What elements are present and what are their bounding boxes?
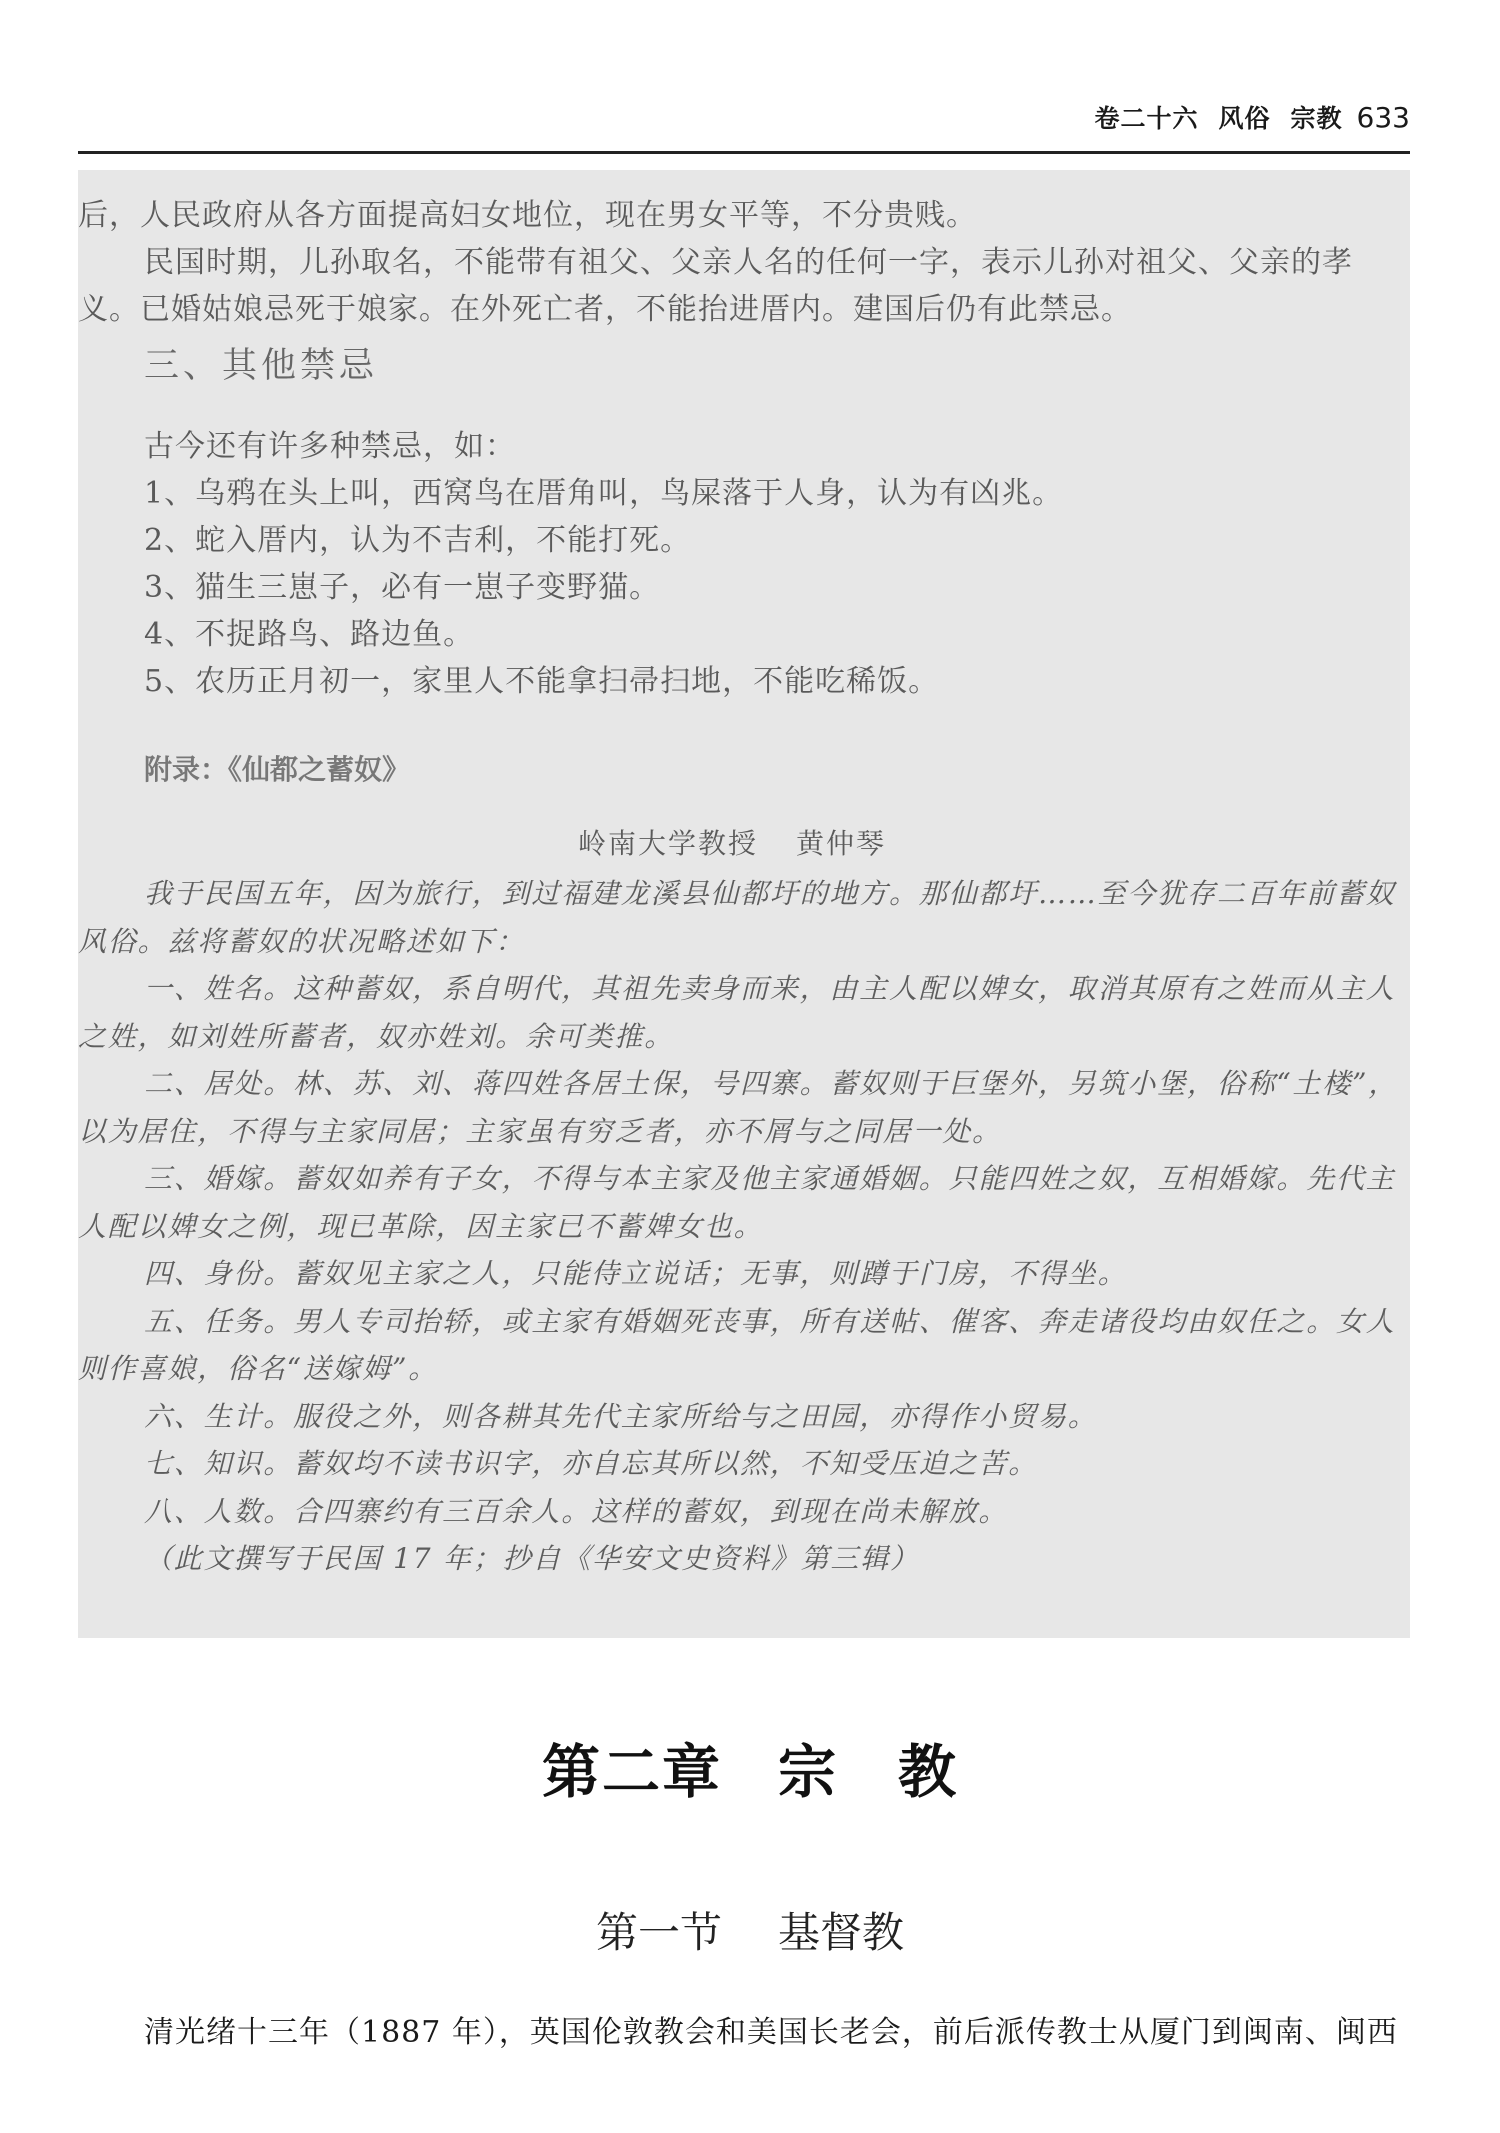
appendix-paragraph: 四、身份。蓄奴见主家之人，只能侍立说话；无事，则蹲于门房，不得坐。 (144, 1257, 1128, 1290)
running-header (78, 100, 1410, 134)
section-body-paragraph: 清光绪十三年（1887 年），英国伦敦教会和美国长老会，前后派传教士从厦门到闽南、闽西 (144, 2015, 1398, 2050)
appendix-paragraph: 一、姓名。这种蓄奴，系自明代，其祖先卖身而来，由主人配以婢女，取消其原有之姓而从主人之姓，如刘姓所蓄者，奴亦姓刘。余可类推。 (78, 972, 1396, 1053)
appendix-paragraph: 八、人数。合四寨约有三百余人。这样的蓄奴，到现在尚未解放。 (144, 1494, 1009, 1528)
chapter-heading (0, 1725, 1500, 1809)
appendix-paragraph: 三、婚嫁。蓄奴如养有子女，不得与本主家及他主家通婚姻。只能四姓之奴，互相婚嫁。先代主人配以婢女之例，现已革除，因主家已不蓄婢女也。 (78, 1162, 1396, 1243)
appendix-paragraph: 六、生计。服役之外，则各耕其先代主家所给与之田园，亦得作小贸易。 (144, 1399, 1098, 1433)
chapter-title: 宗 教 (778, 1738, 959, 1806)
appendix-source-note: （此文撰写于民国 17 年；抄自《华安文史资料》第三辑） (144, 1542, 920, 1575)
taboo-item: 5、农历正月初一，家里人不能拿扫帚扫地，不能吃稀饭。 (144, 664, 940, 699)
author-affiliation: 岭南大学教授 (578, 827, 759, 860)
appendix-title: 附录：《仙都之蓄奴》 (144, 753, 411, 786)
section-heading (0, 1900, 1500, 1960)
top-paragraphs (78, 192, 1410, 333)
section-number: 第一节 (595, 1908, 722, 1957)
paragraph-naming-taboo: 民国时期，儿孙取名，不能带有祖父、父亲人名的任何一字，表示儿孙对祖父、父亲的孝义。已婚姑娘忌死于娘家。在外死亡者，不能抬进厝内。建国后仍有此禁忌。 (78, 245, 1353, 327)
paragraph-continued: 后，人民政府从各方面提高妇女地位，现在男女平等，不分贵贱。 (78, 198, 977, 233)
header-topic-religion: 宗教 (1290, 104, 1343, 133)
header-rule (78, 151, 1410, 154)
author-line (578, 822, 886, 862)
taboo-item: 4、不捉路鸟、路边鱼。 (144, 617, 475, 652)
appendix-paragraph: 二、居处。林、苏、刘、蒋四姓各居土保，号四寨。蓄奴则于巨堡外，另筑小堡，俗称“土楼”，以为居住，不得与主家同居；主家虽有穷乏者，亦不屑与之同居一处。 (78, 1067, 1399, 1148)
shaded-block (78, 170, 1410, 1638)
appendix-paragraph: 七、知识。蓄奴均不读书识字，亦自忘其所以然，不知受压迫之苦。 (144, 1447, 1039, 1480)
appendix-text (78, 870, 1410, 1583)
page-number: 633 (1356, 100, 1410, 134)
taboo-item: 2、蛇入厝内，认为不吉利，不能打死。 (144, 523, 692, 558)
chapter-number: 第二章 (541, 1738, 722, 1806)
author-name: 黄仲琴 (796, 827, 887, 860)
appendix-paragraph: 五、任务。男人专司抬轿，或主家有婚姻死丧事，所有送帖、催客、奔走诸役均由奴任之。女人则作喜娘，俗名“送嫁姆”。 (78, 1304, 1396, 1385)
section-title: 基督教 (778, 1908, 905, 1957)
taboo-item: 1、乌鸦在头上叫，西窝鸟在厝角叫，鸟屎落于人身，认为有凶兆。 (144, 476, 1064, 511)
header-volume: 卷二十六 (1094, 104, 1199, 133)
taboo-intro: 古今还有许多种禁忌，如： (144, 429, 516, 464)
appendix-paragraph: 我于民国五年，因为旅行，到过福建龙溪县仙都圩的地方。那仙都圩……至今犹存二百年前蓄奴风俗。兹将蓄奴的状况略述如下： (78, 877, 1396, 958)
subsection-title: 三、其他禁忌 (144, 346, 379, 386)
taboo-list (144, 423, 1410, 705)
taboo-item: 3、猫生三崽子，必有一崽子变野猫。 (144, 570, 661, 605)
header-topic-customs: 风俗 (1218, 104, 1271, 133)
